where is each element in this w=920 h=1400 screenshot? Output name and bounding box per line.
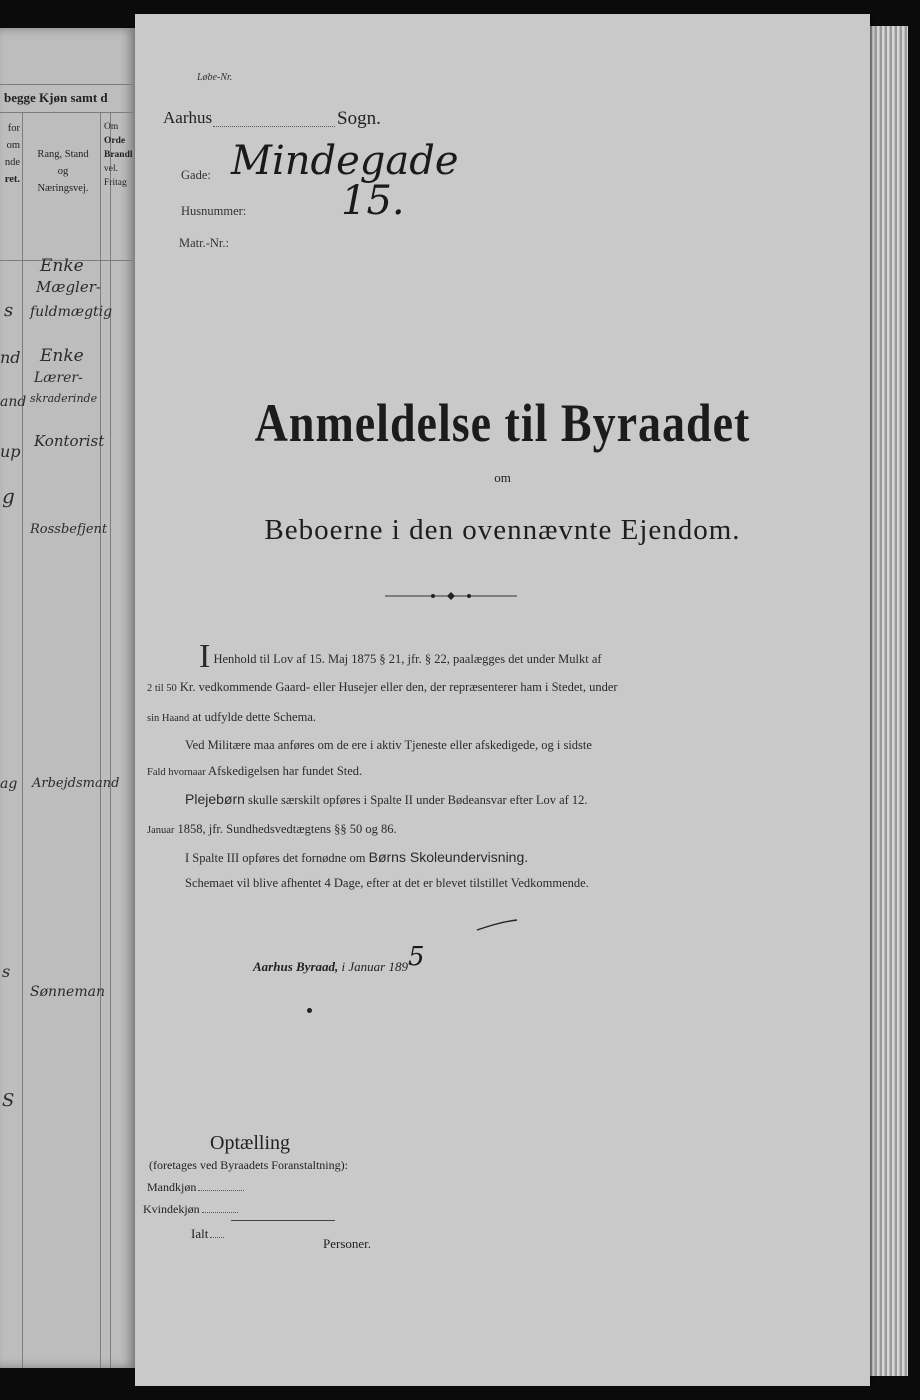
para-text: Afskedigelsen har fundet Sted. (208, 764, 363, 778)
handwritten-entry: Arbejdsmand (32, 776, 120, 791)
para-small: sin Haand (147, 713, 190, 724)
paragraph-skole (185, 844, 785, 871)
count-title: Optælling (210, 1132, 291, 1154)
handwritten-entry: skraderinde (30, 392, 98, 405)
signature-line (253, 942, 425, 975)
left-facing-page (0, 28, 136, 1368)
matr-label: Matr.-Nr.: (179, 236, 229, 250)
handwritten-entry: Kontorist (34, 432, 105, 450)
para-text: Kr. vedkommende Gaard- eller Husejer eller den, der repræsenterer ham i Stedet, under (179, 680, 618, 694)
personer-label: Personer. (323, 1236, 372, 1251)
orden-line: vel. (104, 164, 118, 174)
para-emphasis: Plejebørn (185, 791, 245, 807)
para-text: at udfylde dette Schema. (192, 710, 316, 724)
orden-line: Orde (104, 136, 126, 146)
mandkjon-row (147, 1180, 244, 1195)
orden-line: Om (104, 122, 119, 132)
col1-line: ret. (4, 174, 20, 185)
col1-line: for (7, 123, 20, 134)
para-small: Januar (147, 825, 175, 836)
paragraph-militaere-line1: Ved Militære maa anføres om de ere i aktiv Tjeneste eller afskedigede, og i sidste (185, 738, 592, 752)
paragraph-lov-line1 (199, 638, 779, 675)
margin-mark: s (2, 962, 11, 981)
sogn-label: Sogn. (337, 108, 381, 129)
para-small: 2 til 50 (147, 683, 177, 694)
handwritten-entry: Enke (40, 346, 84, 366)
margin-mark: ag (0, 776, 18, 792)
left-col1-header (0, 120, 20, 188)
para-text: I Spalte III opføres det fornødne om (185, 851, 366, 865)
signature-year: 5 (407, 942, 425, 972)
paragraph-plejeborn-line1 (185, 786, 785, 813)
para-text: skulle særskilt opføres i Spalte II under Bødeansvar efter Lov af 12. (248, 793, 588, 807)
orden-line: Brandl (104, 150, 133, 160)
sogn-dotted-line (213, 126, 335, 127)
ialt-row (191, 1226, 224, 1242)
paragraph-lov-line3 (147, 704, 787, 732)
paragraph-plejeborn-line2 (147, 816, 787, 844)
kvindekjon-label: Kvindekjøn (143, 1202, 200, 1216)
margin-mark: s (4, 300, 14, 321)
ialt-label: Ialt (191, 1226, 209, 1241)
signature-date: i Januar 189 (341, 959, 408, 974)
rang-line: Rang, Stand (37, 149, 89, 160)
signature-text: Aarhus Byraad, (253, 959, 339, 974)
para-emphasis: Børns Skoleundervisning. (368, 849, 529, 865)
handwritten-entry: Lærer- (34, 370, 83, 386)
orden-column-header (104, 120, 136, 190)
paragraph-lov-line2 (147, 674, 787, 702)
margin-mark: and (0, 394, 27, 410)
col1-line: om (6, 140, 20, 151)
rang-column-header (26, 146, 100, 197)
loebe-nr-label: Løbe-Nr. (197, 72, 233, 83)
dotted-leader (210, 1237, 224, 1238)
page-title: Anmeldelse til Byraadet (254, 392, 751, 453)
para-text: 1858, jfr. Sundhedsvedtægtens §§ 50 og 86. (177, 822, 397, 836)
dotted-leader (202, 1212, 238, 1213)
ornament-divider (385, 592, 517, 600)
husnummer-label: Husnummer: (181, 204, 247, 218)
orden-line: Fritag (104, 178, 127, 188)
para-small: Fald hvornaar (147, 767, 206, 778)
handwritten-entry: fuldmægtig (30, 304, 113, 320)
gade-label: Gade: (181, 168, 211, 182)
rang-line: Næringsvej. (37, 183, 89, 194)
title-om: om (494, 470, 511, 485)
margin-mark: S (2, 1090, 15, 1111)
mandkjon-label: Mandkjøn (147, 1180, 197, 1194)
handwritten-entry: Enke (40, 256, 84, 276)
left-page-header: begge Kjøn samt d (4, 90, 108, 105)
city-label: Aarhus (163, 108, 213, 127)
dotted-leader (198, 1190, 244, 1191)
form-page (135, 14, 870, 1386)
handwritten-entry: Sønneman (30, 984, 105, 1000)
gade-value: Mindegade (231, 138, 459, 184)
rang-line: og (57, 166, 69, 177)
col1-line: nde (4, 157, 20, 168)
count-note: (foretages ved Byraadets Foranstaltning): (149, 1158, 348, 1172)
drop-initial: I (199, 638, 211, 675)
paragraph-militaere-line2 (147, 758, 787, 786)
margin-mark: nd (0, 348, 21, 367)
ink-dot (307, 1008, 312, 1013)
handwritten-stroke (475, 918, 519, 934)
sum-line (231, 1220, 335, 1221)
page-subtitle: Beboerne i den ovennævnte Ejendom. (264, 514, 741, 546)
para-text: Henhold til Lov af 15. Maj 1875 § 21, jfr. § 22, paalægges det under Mulkt af (213, 652, 602, 666)
kvindekjon-row (143, 1202, 238, 1217)
paragraph-schema: Schemaet vil blive afhentet 4 Dage, efter at det er blevet tilstillet Vedkommende. (185, 876, 589, 890)
husnummer-value: 15. (341, 178, 405, 224)
margin-mark: up (0, 442, 21, 461)
margin-mark: g (2, 484, 15, 508)
handwritten-entry: Rossbefjent (30, 522, 108, 537)
handwritten-entry: Mægler- (36, 278, 101, 296)
